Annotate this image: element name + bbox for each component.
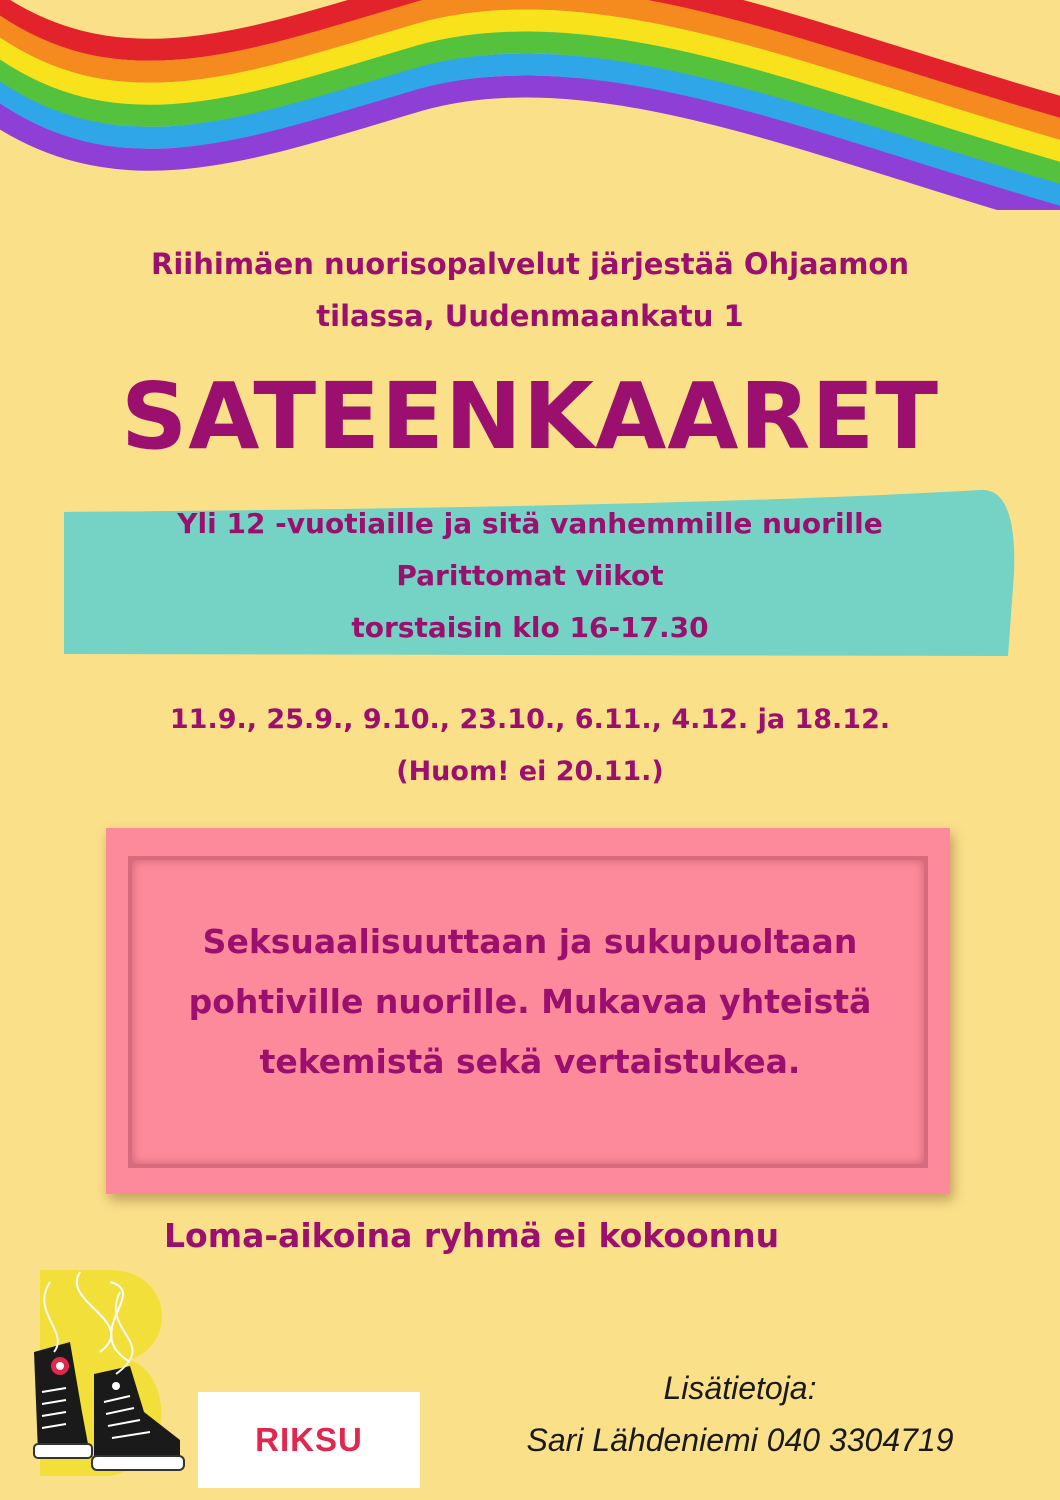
description-line-2: pohtiville nuorille. Mukavaa yhteistä [188, 982, 872, 1021]
intro-text [0, 238, 1060, 342]
riksu-logo [198, 1392, 420, 1488]
description-line-1: Seksuaalisuuttaan ja sukupuoltaan [202, 922, 858, 961]
intro-line-2: tilassa, Uudenmaankatu 1 [316, 299, 744, 333]
sneakers-illustration [20, 1262, 190, 1482]
description-text [0, 912, 1060, 1092]
schedule-line-1: Yli 12 -vuotiaille ja sitä vanhemmille nuorille [177, 507, 883, 540]
dates-text [0, 694, 1060, 798]
dates-line-2: (Huom! ei 20.11.) [396, 756, 664, 787]
description-line-3: tekemistä sekä vertaistukea. [259, 1042, 801, 1081]
rainbow-wave [0, 0, 1060, 210]
schedule-text [0, 498, 1060, 654]
contact-person: Sari Lähdeniemi 040 3304719 [526, 1422, 954, 1458]
holiday-note: Loma-aikoina ryhmä ei kokoonnu [164, 1216, 780, 1255]
contact-heading: Lisätietoja: [663, 1370, 817, 1406]
intro-line-1: Riihimäen nuorisopalvelut järjestää Ohjaamon [151, 247, 909, 281]
contact-info [440, 1362, 1040, 1466]
page-title: SATEENKAARET [121, 363, 939, 470]
dates-line-1: 11.9., 25.9., 9.10., 23.10., 6.11., 4.12. ja 18.12. [169, 704, 891, 735]
schedule-line-2: Parittomat viikot [396, 559, 664, 592]
riksu-logo-text: RIKSU [255, 1421, 363, 1458]
schedule-line-3: torstaisin klo 16-17.30 [351, 611, 709, 644]
